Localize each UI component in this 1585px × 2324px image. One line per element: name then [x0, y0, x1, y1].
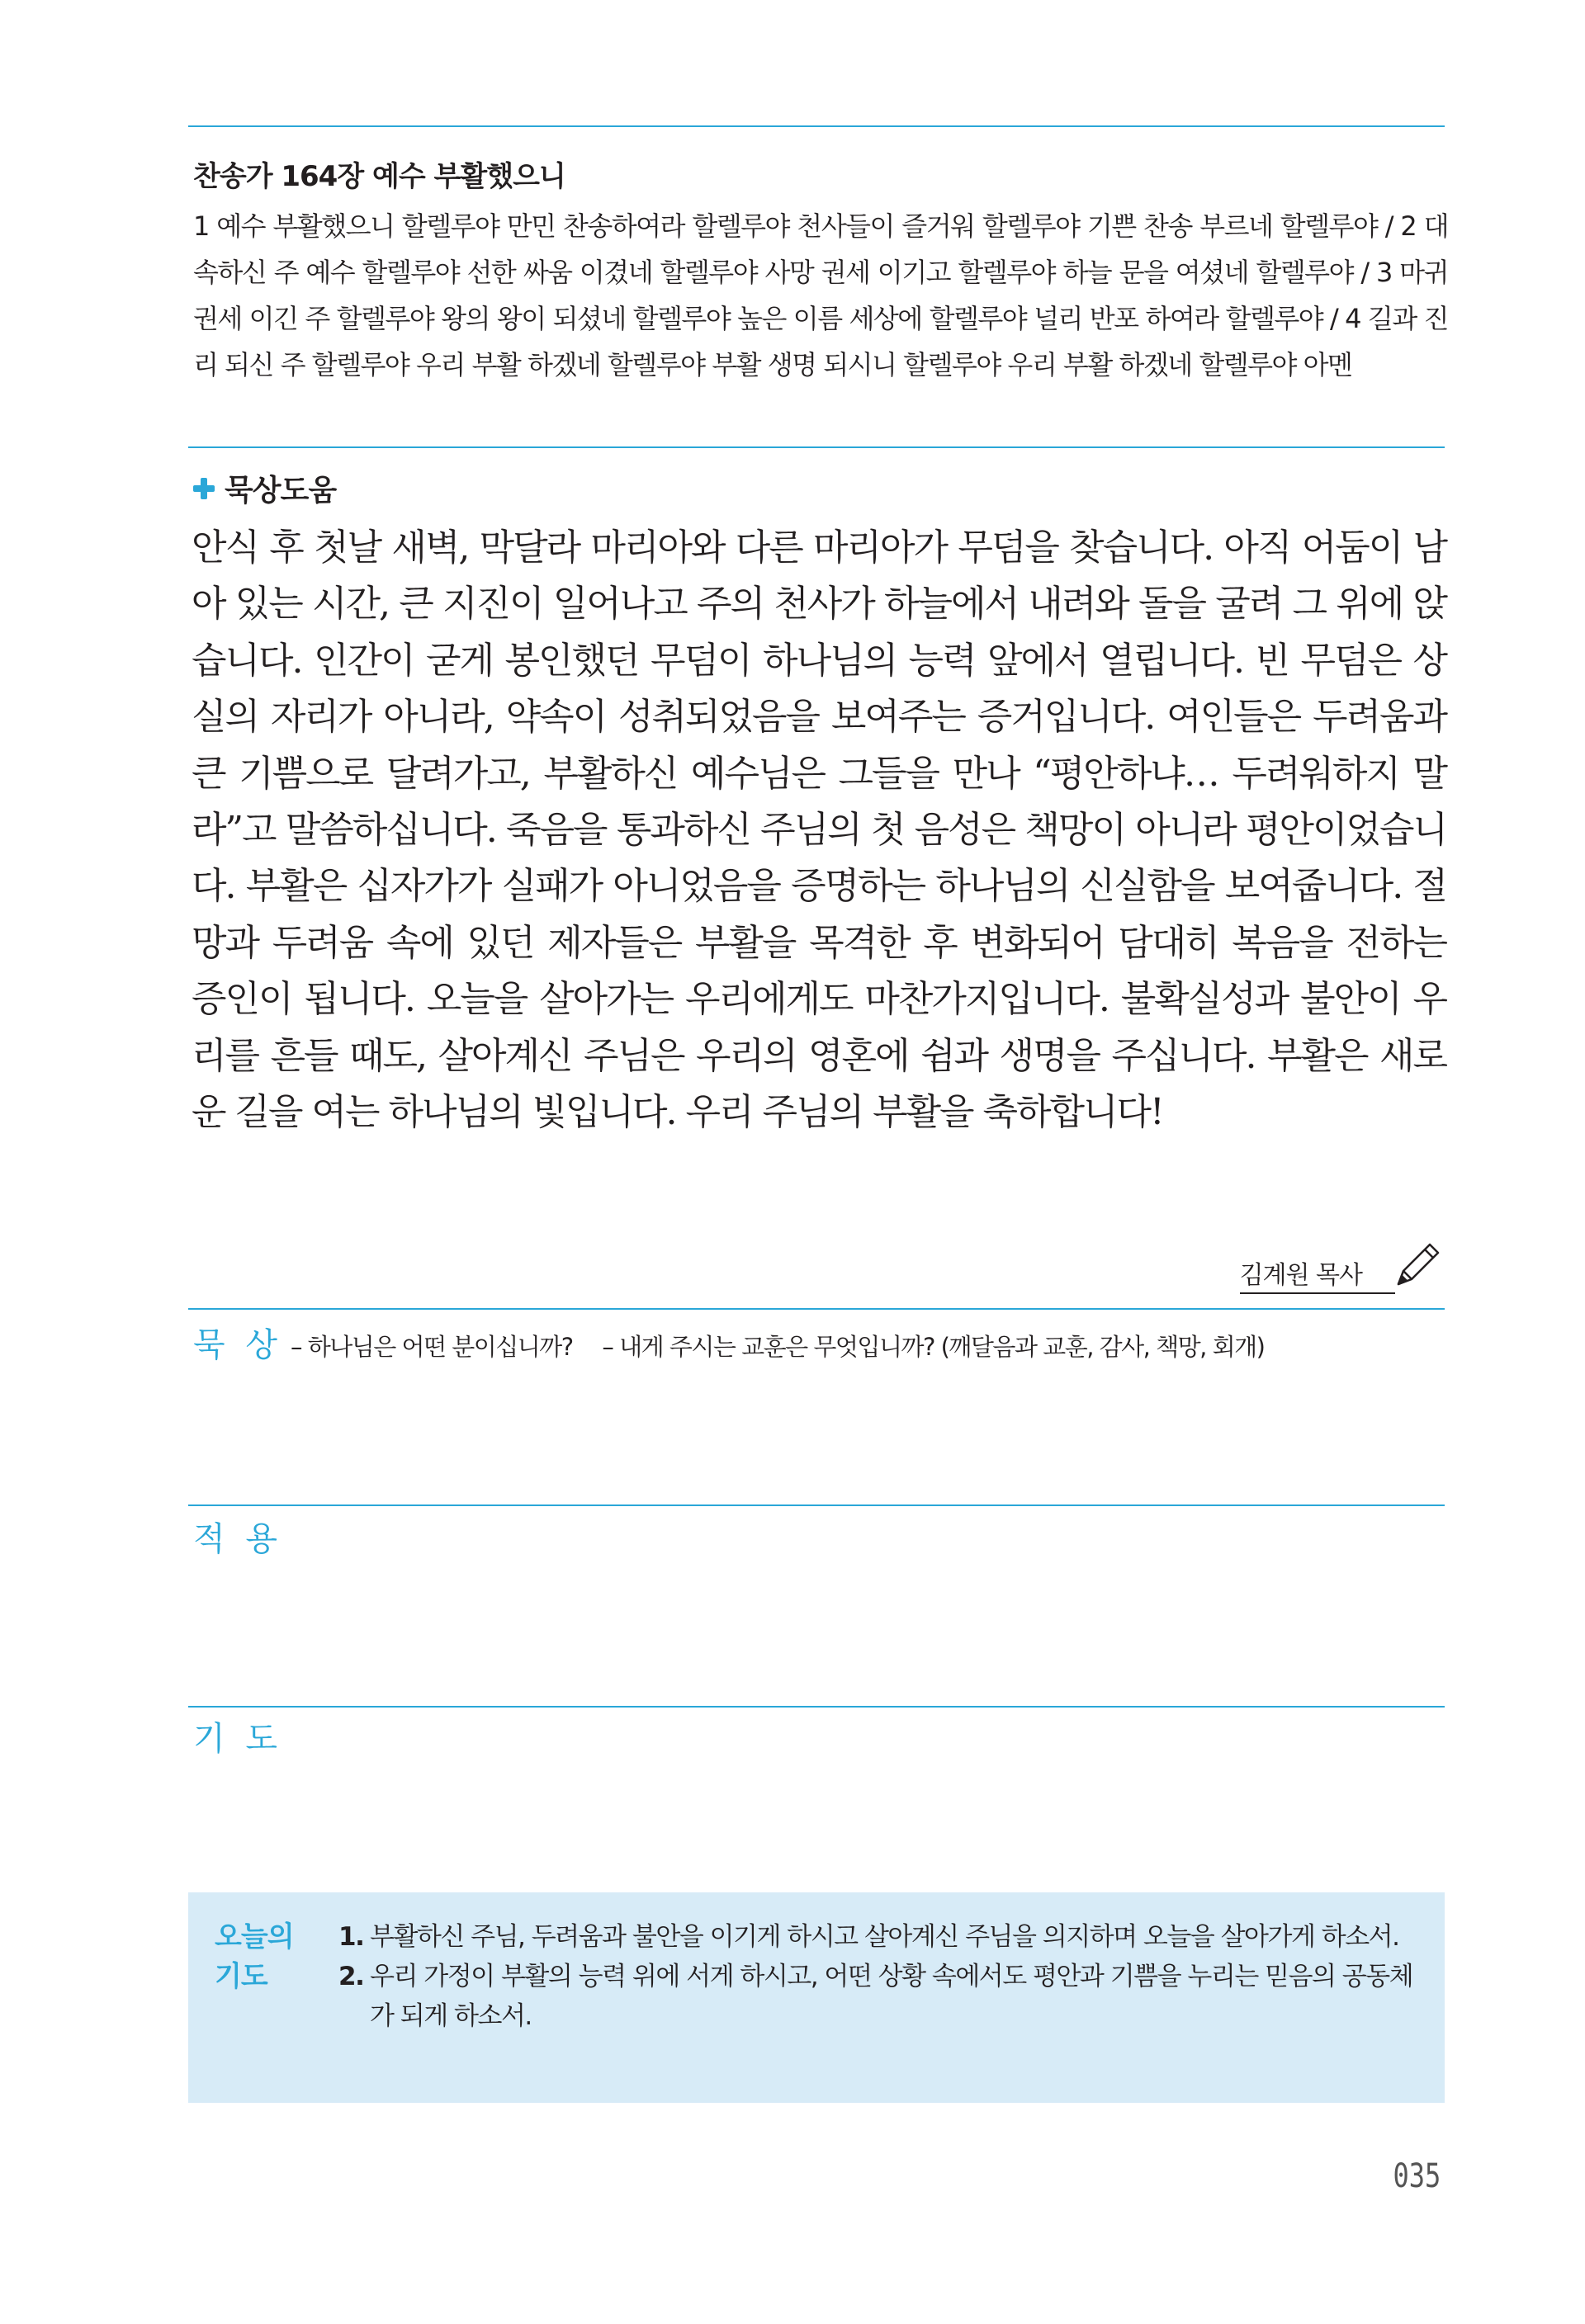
author-name: 김계원 목사 [1240, 1254, 1362, 1294]
meditation-header [193, 467, 336, 509]
signature-line [1362, 1292, 1395, 1294]
author-signature [1240, 1238, 1445, 1294]
prayer-list [338, 1917, 1420, 2036]
meditate-divider [188, 1308, 1445, 1310]
meditation-header-label: 묵상도움 [225, 474, 337, 508]
question-god: – 하나님은 어떤 분이십니까? [291, 1333, 573, 1361]
meditation-body: 안식 후 첫날 새벽, 막달라 마리아와 다른 마리아가 무덤을 찾습니다. 아직 어둠이 남아 있는 시간, 큰 지진이 일어나고 주의 천사가 하늘에서 내려와 돌을 굴려 그 위에 앉습니다. 인간이 굳게 봉인했던 무덤이 하나님의 능력 앞에서 열립니다. 빈 무덤은 상실의 자리가 아니라, 약속이 성취되었음을 보여주는 증거입니다. 여인들은 두려움과 큰 기쁨으로 달려가고, 부활하신 예수님은 그들을 만나 “평안하냐… 두려워하지 말라”고 말씀하십니다. 죽음을 통과하신 주님의 첫 음성은 책망이 아니라 평안이었습니다. 부활은 십자가가 실패가 아니었음을 증명하는 하나님의 신실함을 보여줍니다. 절망과 두려움 속에 있던 제자들은 부활을 목격한 후 변화되어 담대히 복음을 전하는 증인이 됩니다. 오늘을 살아가는 우리에게도 마찬가지입니다. 불확실성과 불안이 우리를 흔들 때도, 살아계신 주님은 우리의 영혼에 쉼과 생명을 주십니다. 부활은 새로운 길을 여는 하나님의 빛입니다. 우리 주님의 부활을 축하합니다! [192, 527, 1446, 1134]
pencil-icon [1392, 1238, 1445, 1291]
prayer-text: 우리 가정이 부활의 능력 위에 서게 하시고, 어떤 상황 속에서도 평안과 기쁨을 누리는 믿음의 공동체가 되게 하소서. [370, 1962, 1413, 2031]
section-divider [188, 446, 1445, 448]
prayer-label: 기 도 [193, 1720, 282, 1758]
apply-divider [188, 1504, 1445, 1506]
prayer-number: 2. [338, 1962, 364, 1991]
prayer-divider [188, 1706, 1445, 1708]
hymn-lyrics: 1 예수 부활했으니 할렐루야 만민 찬송하여라 할렐루야 천사들이 즐거워 할렐루야 기쁜 찬송 부르네 할렐루야 / 2 대속하신 주 예수 할렐루야 선한 싸움 이겼네 할렐루야 사망 권세 이기고 할렐루야 하늘 문을 여셨네 할렐루야 / 3 마귀 권세 이긴 주 할렐루야 왕의 왕이 되셨네 할렐루야 높은 이름 세상에 할렐루야 널리 반포 하여라 할렐루야 / 4 길과 진리 되신 주 할렐루야 우리 부활 하겠네 할렐루야 부활 생명 되시니 할렐루야 우리 부활 하겠네 할렐루야 아멘 [193, 210, 1448, 380]
apply-label: 적 용 [193, 1520, 282, 1558]
question-lesson: – 내게 주시는 교훈은 무엇입니까? (깨달음과 교훈, 감사, 책망, 회개) [602, 1333, 1265, 1361]
page-number: 035 [1393, 2157, 1441, 2195]
hymn-title: 찬송가 164장 예수 부활했으니 [193, 160, 565, 193]
today-prayer-label: 오늘의 기도 [215, 1920, 294, 1993]
prayer-number: 1. [338, 1922, 364, 1952]
today-prayer-box [188, 1892, 1445, 2103]
prayer-item [338, 1957, 1420, 2036]
prayer-text: 부활하신 주님, 두려움과 불안을 이기게 하시고 살아계신 주님을 의지하며 오늘을 살아가게 하소서. [370, 1922, 1399, 1952]
plus-icon [193, 478, 215, 499]
prayer-item [338, 1917, 1420, 1957]
top-divider [188, 125, 1445, 127]
meditate-label: 묵 상 [193, 1326, 282, 1364]
meditate-questions [291, 1329, 1287, 1363]
